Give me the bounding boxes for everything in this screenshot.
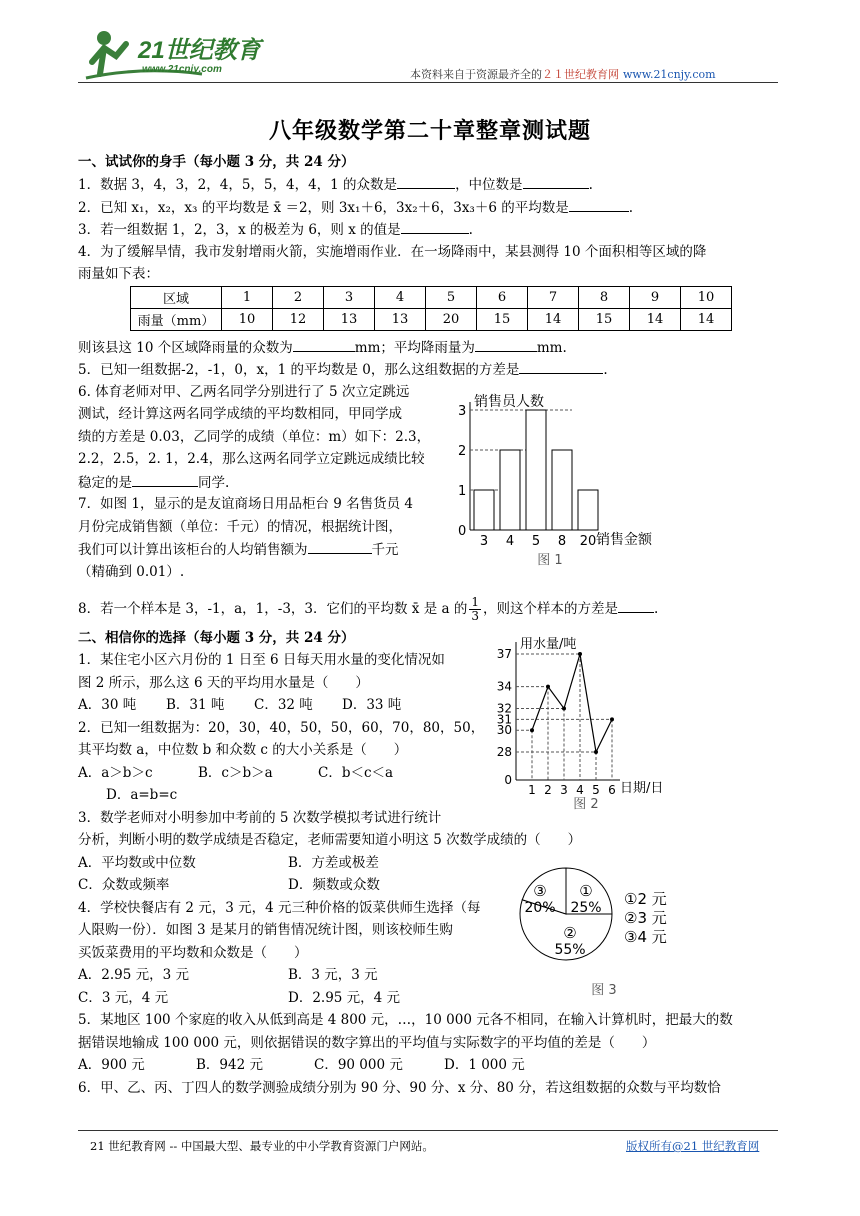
y-tick-label: 37 xyxy=(496,647,512,661)
section2-heading: 二、相信你的选择（每小题 3 分，共 24 分） xyxy=(78,630,355,646)
fraction-denominator: 3 xyxy=(471,609,479,623)
s2-q4-options-1 xyxy=(78,965,378,985)
figure-caption: 图 1 xyxy=(537,553,563,568)
page-title: 八年级数学第二十章整章测试题 xyxy=(268,118,591,144)
bar xyxy=(526,410,546,530)
table-row-regions xyxy=(131,287,732,309)
option-b[interactable]: B．c＞b＞a xyxy=(198,765,273,781)
table-header-rainfall: 雨量（mm） xyxy=(131,309,222,331)
slice-label: ① xyxy=(579,882,593,900)
option-c[interactable]: C．90 000 元 xyxy=(314,1057,403,1073)
s2-q3-line-1: 3．数学老师对小明参加中考前的 5 次数学模拟考试进行统计 xyxy=(78,810,442,826)
option-a[interactable]: A．2.95 元，3 元 xyxy=(78,967,189,983)
s2-q5-options xyxy=(78,1055,525,1075)
q7-line-4: （精确到 0.01）. xyxy=(78,564,185,580)
table-cell: 20 xyxy=(426,309,477,331)
x-tick-label: 2 xyxy=(544,783,552,797)
table-cell: 3 xyxy=(324,287,375,309)
q1-blank-mode[interactable] xyxy=(397,174,455,189)
question-1-8: 8．若一个样本是 3，-1，a，1，-3，3．它们的平均数 x̄ 是 a 的 $\frac{1}{3}$ ，则这个样本的方差是 . xyxy=(78,595,659,623)
figure-1-bar-chart xyxy=(440,384,680,570)
table-cell: 9 xyxy=(630,287,681,309)
s2-q2-option-d[interactable]: D．a=b=c xyxy=(106,787,178,803)
q6-text-end: 稳定的是 xyxy=(78,475,132,491)
bar xyxy=(578,490,598,530)
bar xyxy=(552,450,572,530)
q8-fraction xyxy=(469,596,481,623)
option-b[interactable]: B．3 元，3 元 xyxy=(288,967,378,983)
q6-end: 同学. xyxy=(198,475,230,491)
q6-line-4: 2.2，2.5，2. 1，2.4，那么这两名同学立定跳远成绩比较 xyxy=(78,451,425,467)
data-point xyxy=(546,685,550,689)
q2-blank[interactable] xyxy=(569,197,629,212)
q7-mid: 千元 xyxy=(371,542,399,558)
q7-line-3 xyxy=(78,539,399,560)
q4c-end: mm. xyxy=(536,340,567,356)
x-tick-label: 5 xyxy=(531,534,541,549)
bar xyxy=(474,490,494,530)
q6-line-1: 6. 体育老师对甲、乙两名同学分别进行了 5 次立定跳远 xyxy=(78,384,410,400)
q7-line-1: 7．如图 1，显示的是友谊商场日用品柜台 9 名售货员 4 xyxy=(78,496,414,512)
slice-percent: 20% xyxy=(524,900,556,916)
q4-blank-mean[interactable] xyxy=(475,337,537,352)
legend-item: ②3 元 xyxy=(624,909,667,927)
legend-item: ①2 元 xyxy=(624,890,667,908)
table-cell: 13 xyxy=(324,309,375,331)
y-tick-label: 3 xyxy=(458,404,467,419)
y-tick-label: 2 xyxy=(458,444,467,459)
table-cell: 1 xyxy=(222,287,273,309)
x-tick-label: 20 xyxy=(579,534,597,549)
header-logo xyxy=(82,22,282,82)
y-tick-label: 0 xyxy=(504,773,512,787)
q7-line-2: 月份完成销售额（单位：千元）的情况，根据统计图， xyxy=(78,519,402,535)
q5-blank[interactable] xyxy=(519,359,603,374)
table-cell: 15 xyxy=(477,309,528,331)
q6-blank[interactable] xyxy=(132,472,198,487)
logo-main-text: 21世纪教育 xyxy=(138,37,261,64)
data-point xyxy=(578,652,582,656)
y-tick-label: 32 xyxy=(496,701,512,716)
q3-text: 3．若一组数据 1，2，3，x 的极差为 6，则 x 的值是 xyxy=(78,222,401,238)
x-tick-label: 1 xyxy=(528,783,536,797)
question-1-4a: 4．为了缓解旱情，我市发射增雨火箭，实施增雨作业．在一场降雨中，某县测得 10 个面积相等区域的降 xyxy=(78,244,707,260)
q8-blank[interactable] xyxy=(618,598,654,613)
option-d[interactable]: D．1 000 元 xyxy=(444,1057,525,1073)
q5-text: 5．已知一组数据-2，-1，0，x，1 的平均数是 0，那么这组数据的方差是 xyxy=(78,362,520,378)
table-cell: 15 xyxy=(579,309,630,331)
logo-url-text: www.21cnjy.com xyxy=(142,64,222,75)
x-tick-label: 4 xyxy=(505,534,515,549)
x-tick-label: 6 xyxy=(608,783,616,797)
table-cell: 14 xyxy=(681,309,732,331)
y-tick-label: 28 xyxy=(496,745,512,759)
option-a[interactable]: A．30 吨 xyxy=(78,697,137,713)
s2-q2-line-2: 其平均数 a，中位数 b 和众数 c 的大小关系是（ ） xyxy=(78,742,408,758)
data-line xyxy=(532,654,612,752)
table-cell: 6 xyxy=(477,287,528,309)
table-cell: 14 xyxy=(528,309,579,331)
option-b[interactable]: B．942 元 xyxy=(196,1057,263,1073)
option-d[interactable]: D．2.95 元，4 元 xyxy=(288,990,401,1006)
slice-label: ③ xyxy=(533,882,547,900)
slice-percent: 25% xyxy=(570,900,602,916)
s2-q4-options-2 xyxy=(78,988,401,1008)
section1-heading: 一、试试你的身手（每小题 3 分，共 24 分） xyxy=(78,154,355,170)
table-cell: 4 xyxy=(375,287,426,309)
data-point xyxy=(562,706,566,710)
source-url-link[interactable]: www.21cnjy.com xyxy=(623,68,716,81)
question-1-4b: 雨量如下表： xyxy=(78,266,159,282)
s2-q6-line-1: 6．甲、乙、丙、丁四人的数学测验成绩分别为 90 分、90 分、x 分、80 分，若这组数据的众数与平均数恰 xyxy=(78,1080,721,1096)
figure-3-pie-chart xyxy=(516,862,696,1002)
source-site-link[interactable]: ２１世纪教育网 xyxy=(542,68,619,81)
s2-q1-line-1: 1．某住宅小区六月份的 1 日至 6 日每天用水量的变化情况如 xyxy=(78,652,445,668)
table-cell: 8 xyxy=(579,287,630,309)
y-axis-label: 销售员人数 xyxy=(474,394,544,410)
q8-text: 8．若一个样本是 3，-1，a，1，-3，3．它们的平均数 x̄ 是 a 的 xyxy=(78,601,468,617)
x-tick-label: 5 xyxy=(592,783,600,797)
s2-q4-line-2: 人限购一份）．如图 3 是某月的销售情况统计图，则该校师生购 xyxy=(78,922,453,938)
s2-q4-line-3: 买饭菜费用的平均数和众数是（ ） xyxy=(78,945,308,961)
x-axis-label: 日期/日 xyxy=(620,781,664,796)
question-1-3: 3．若一组数据 1，2，3，x 的极差为 6，则 x 的值是 . xyxy=(78,219,473,240)
x-tick-label: 3 xyxy=(479,534,489,549)
source-prefix: 本资料来自于资源最齐全的 xyxy=(410,68,542,81)
table-row-rainfall xyxy=(131,309,732,331)
q6-line-3: 绩的方差是 0.03，乙同学的成绩（单位：m）如下：2.3， xyxy=(78,429,431,445)
y-tick-label: 34 xyxy=(496,679,512,694)
table-cell: 10 xyxy=(222,309,273,331)
option-d[interactable]: D．频数或众数 xyxy=(288,877,380,893)
slice-percent: 55% xyxy=(554,942,586,958)
option-d[interactable]: D．33 吨 xyxy=(342,697,402,713)
option-c[interactable]: C．b＜c＜a xyxy=(318,765,394,781)
option-a[interactable]: A．平均数或中位数 xyxy=(78,855,196,871)
y-tick-label: 30 xyxy=(496,723,512,738)
x-axis-label: 销售金额 xyxy=(596,532,652,548)
s2-q3-options-2 xyxy=(78,875,380,895)
s2-q1-line-2: 图 2 所示，那么这 6 天的平均用水量是（ ） xyxy=(78,675,369,691)
q7-text: 我们可以计算出该柜台的人均销售额为 xyxy=(78,542,308,558)
table-cell: 13 xyxy=(375,309,426,331)
s2-q5-line-1: 5．某地区 100 个家庭的收入从低到高是 4 800 元，…，10 000 元各不相同，在输入计算机时，把最大的数 xyxy=(78,1012,733,1028)
option-c[interactable]: C．32 吨 xyxy=(254,697,313,713)
q4c-text: 则该县这 10 个区域降雨量的众数为 xyxy=(78,340,293,356)
y-axis-label: 用水量/吨 xyxy=(520,637,577,652)
option-c[interactable]: C．众数或频率 xyxy=(78,877,170,893)
x-tick-label: 4 xyxy=(576,783,584,797)
s2-q2-line-1: 2．已知一组数据为：20，30，40，50，50，60，70，80，50， xyxy=(78,720,485,736)
table-cell: 14 xyxy=(630,309,681,331)
option-a[interactable]: A．a＞b＞c xyxy=(78,765,153,781)
footer-copyright-link[interactable]: 版权所有@21 世纪教育网 xyxy=(626,1139,760,1153)
bar xyxy=(500,450,520,530)
q3-blank[interactable] xyxy=(401,219,469,234)
q6-line-2: 测试，经计算这两名同学成绩的平均数相同，甲同学成 xyxy=(78,406,402,422)
figure-caption: 图 2 xyxy=(573,797,599,812)
footer-rule xyxy=(78,1130,778,1131)
table-cell: 10 xyxy=(681,287,732,309)
s2-q2-options xyxy=(78,763,394,783)
q1-blank-median[interactable] xyxy=(523,174,589,189)
rainfall-table xyxy=(130,286,732,331)
q1-mid: ，中位数是 xyxy=(455,177,523,193)
x-tick-label: 3 xyxy=(560,783,568,797)
s2-q5-line-2: 据错误地输成 100 000 元，则依据错误的数字算出的平均值与实际数字的平均值的差是（ ） xyxy=(78,1035,656,1051)
data-point xyxy=(610,717,614,721)
y-tick-label: 0 xyxy=(458,524,467,539)
fraction-numerator: 1 xyxy=(471,595,479,609)
q7-blank[interactable] xyxy=(308,539,372,554)
q4-blank-mode[interactable] xyxy=(293,337,355,352)
option-c[interactable]: C．3 元，4 元 xyxy=(78,990,169,1006)
slice-label: ② xyxy=(563,924,577,942)
legend-item: ③4 元 xyxy=(624,928,667,946)
s2-q4-line-1: 4．学校快餐店有 2 元，3 元，4 元三种价格的饭菜供师生选择（每 xyxy=(78,900,481,916)
q6-line-5 xyxy=(78,472,229,493)
question-1-2: 2．已知 x₁，x₂，x₃ 的平均数是 x̄ ＝2，则 3x₁＋6，3x₂＋6，3x₃＋6 的平均数是 . xyxy=(78,197,633,218)
table-cell: 2 xyxy=(273,287,324,309)
data-point xyxy=(530,728,534,732)
s2-q1-options xyxy=(78,695,402,715)
header-rule xyxy=(78,82,778,83)
header-source xyxy=(410,66,716,82)
table-cell: 5 xyxy=(426,287,477,309)
question-1-1: 1．数据 3，4，3，2，4，5，5，4，4，1 的众数是 ，中位数是 . xyxy=(78,174,593,195)
option-a[interactable]: A．900 元 xyxy=(78,1057,145,1073)
data-point xyxy=(594,750,598,754)
option-b[interactable]: B．31 吨 xyxy=(166,697,225,713)
footer-left: 21 世纪教育网 -- 中国最大型、最专业的中小学教育资源门户网站。 xyxy=(90,1139,434,1153)
q2-text: 2．已知 x₁，x₂，x₃ 的平均数是 x̄ ＝2，则 3x₁＋6，3x₂＋6，3x₃＋6 的平均数是 xyxy=(78,200,569,216)
question-1-5: 5．已知一组数据-2，-1，0，x，1 的平均数是 0，那么这组数据的方差是 . xyxy=(78,359,608,380)
question-1-4c xyxy=(78,337,567,358)
s2-q3-line-2: 分析，判断小明的数学成绩是否稳定，老师需要知道小明这 5 次数学成绩的（ ） xyxy=(78,832,582,848)
q4c-mid: mm；平均降雨量为 xyxy=(354,340,475,356)
table-header-region: 区域 xyxy=(131,287,222,309)
x-tick-label: 8 xyxy=(557,534,567,549)
y-tick-label: 1 xyxy=(458,484,467,499)
q8-text-b: ，则这个样本的方差是 xyxy=(482,601,618,617)
table-cell: 7 xyxy=(528,287,579,309)
y-tick-label: 31 xyxy=(496,712,512,727)
figure-caption: 图 3 xyxy=(591,983,617,998)
s2-q3-options-1 xyxy=(78,853,379,873)
figure-2-line-chart xyxy=(486,632,686,814)
q1-text: 1．数据 3，4，3，2，4，5，5，4，4，1 的众数是 xyxy=(78,177,398,193)
option-b[interactable]: B．方差或极差 xyxy=(288,855,379,871)
table-cell: 12 xyxy=(273,309,324,331)
